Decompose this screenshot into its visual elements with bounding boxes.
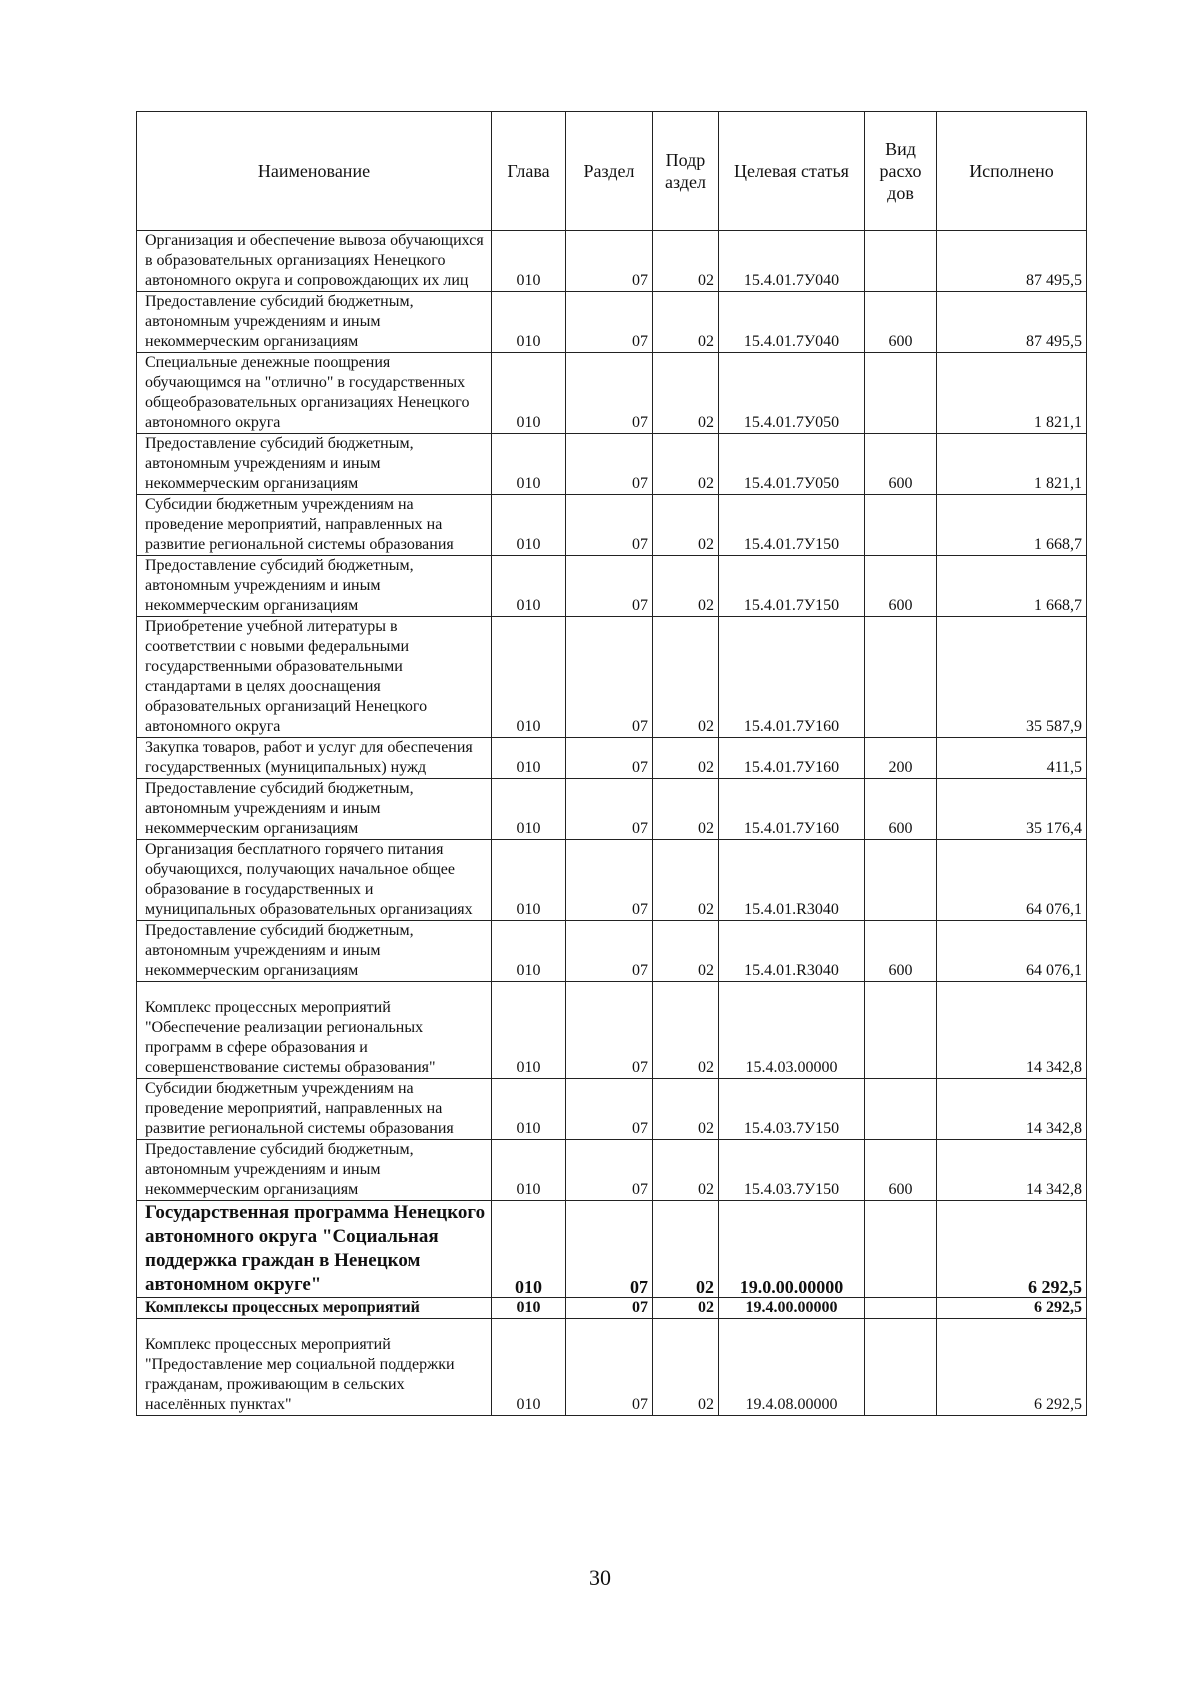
table-row	[137, 617, 1087, 738]
cell-section: 07	[566, 840, 653, 921]
cell-expense-type	[865, 982, 937, 1079]
cell-executed: 14 342,8	[937, 982, 1087, 1079]
cell-executed: 14 342,8	[937, 1140, 1087, 1201]
cell-name: Комплекс процессных мероприятий "Предоставление мер социальной поддержки гражданам, проживающим в сельских населённых пунктах"	[137, 1319, 492, 1416]
header-executed: Исполнено	[937, 112, 1087, 231]
cell-target: 15.4.03.7У150	[719, 1079, 865, 1140]
cell-expense-type: 600	[865, 556, 937, 617]
table-row	[137, 840, 1087, 921]
header-chapter: Глава	[492, 112, 566, 231]
cell-expense-type	[865, 1319, 937, 1416]
table-body	[137, 231, 1087, 1416]
cell-chapter: 010	[492, 292, 566, 353]
cell-target: 15.4.01.R3040	[719, 840, 865, 921]
cell-executed: 1 821,1	[937, 434, 1087, 495]
header-row	[137, 112, 1087, 231]
cell-expense-type	[865, 840, 937, 921]
cell-name: Комплекс процессных мероприятий "Обеспечение реализации региональных программ в сфере образования и совершенствование системы образования"	[137, 982, 492, 1079]
cell-subsection: 02	[653, 1079, 719, 1140]
cell-expense-type: 600	[865, 434, 937, 495]
cell-target: 15.4.01.7У050	[719, 434, 865, 495]
cell-expense-type: 600	[865, 779, 937, 840]
cell-target: 15.4.01.7У150	[719, 556, 865, 617]
cell-executed: 6 292,5	[937, 1298, 1087, 1319]
table-row	[137, 495, 1087, 556]
cell-subsection: 02	[653, 434, 719, 495]
cell-chapter: 010	[492, 840, 566, 921]
cell-expense-type	[865, 353, 937, 434]
table-row	[137, 556, 1087, 617]
cell-name: Предоставление субсидий бюджетным, автономным учреждениям и иным некоммерческим организациям	[137, 779, 492, 840]
cell-section: 07	[566, 353, 653, 434]
cell-expense-type	[865, 1079, 937, 1140]
cell-subsection: 02	[653, 353, 719, 434]
cell-executed: 87 495,5	[937, 231, 1087, 292]
cell-section: 07	[566, 434, 653, 495]
cell-subsection: 02	[653, 738, 719, 779]
cell-chapter: 010	[492, 495, 566, 556]
cell-executed: 35 176,4	[937, 779, 1087, 840]
cell-executed: 35 587,9	[937, 617, 1087, 738]
table-row	[137, 1079, 1087, 1140]
table-row	[137, 1201, 1087, 1298]
cell-expense-type	[865, 617, 937, 738]
cell-chapter: 010	[492, 1079, 566, 1140]
cell-expense-type: 600	[865, 292, 937, 353]
header-name: Наименование	[137, 112, 492, 231]
cell-executed: 6 292,5	[937, 1319, 1087, 1416]
cell-target: 15.4.01.7У150	[719, 495, 865, 556]
cell-subsection: 02	[653, 495, 719, 556]
cell-executed: 1 668,7	[937, 556, 1087, 617]
cell-chapter: 010	[492, 921, 566, 982]
cell-chapter: 010	[492, 738, 566, 779]
table-header	[137, 112, 1087, 231]
cell-expense-type	[865, 1298, 937, 1319]
cell-name: Организация бесплатного горячего питания обучающихся, получающих начальное общее образование в государственных и муниципальных образовательных организациях	[137, 840, 492, 921]
cell-executed: 6 292,5	[937, 1201, 1087, 1298]
cell-chapter: 010	[492, 434, 566, 495]
cell-subsection: 02	[653, 1298, 719, 1319]
cell-expense-type: 200	[865, 738, 937, 779]
cell-name: Предоставление субсидий бюджетным, автономным учреждениям и иным некоммерческим организациям	[137, 556, 492, 617]
cell-executed: 87 495,5	[937, 292, 1087, 353]
table-row	[137, 738, 1087, 779]
header-subsection: Подр аздел	[653, 112, 719, 231]
cell-chapter: 010	[492, 982, 566, 1079]
cell-subsection: 02	[653, 231, 719, 292]
table-row	[137, 1298, 1087, 1319]
cell-subsection: 02	[653, 1140, 719, 1201]
cell-chapter: 010	[492, 779, 566, 840]
table-row	[137, 353, 1087, 434]
cell-section: 07	[566, 231, 653, 292]
cell-chapter: 010	[492, 1140, 566, 1201]
cell-subsection: 02	[653, 1319, 719, 1416]
cell-executed: 64 076,1	[937, 921, 1087, 982]
cell-name: Организация и обеспечение вывоза обучающихся в образовательных организациях Ненецкого автономного округа и сопровождающих их лиц	[137, 231, 492, 292]
budget-table	[136, 111, 1087, 1416]
cell-executed: 14 342,8	[937, 1079, 1087, 1140]
cell-executed: 64 076,1	[937, 840, 1087, 921]
cell-target: 15.4.01.7У160	[719, 779, 865, 840]
table-row	[137, 982, 1087, 1079]
cell-target: 15.4.01.7У040	[719, 292, 865, 353]
table-row	[137, 434, 1087, 495]
cell-subsection: 02	[653, 982, 719, 1079]
cell-chapter: 010	[492, 1319, 566, 1416]
cell-section: 07	[566, 617, 653, 738]
cell-section: 07	[566, 738, 653, 779]
cell-section: 07	[566, 1140, 653, 1201]
header-target: Целевая статья	[719, 112, 865, 231]
cell-executed: 411,5	[937, 738, 1087, 779]
cell-subsection: 02	[653, 1201, 719, 1298]
table-row	[137, 921, 1087, 982]
cell-chapter: 010	[492, 1298, 566, 1319]
cell-name: Субсидии бюджетным учреждениям на проведение мероприятий, направленных на развитие региональной системы образования	[137, 495, 492, 556]
cell-expense-type	[865, 231, 937, 292]
cell-name: Специальные денежные поощрения обучающимся на "отлично" в государственных общеобразовательных организациях Ненецкого автономного округа	[137, 353, 492, 434]
cell-target: 15.4.01.7У160	[719, 617, 865, 738]
cell-section: 07	[566, 779, 653, 840]
cell-target: 15.4.01.7У050	[719, 353, 865, 434]
cell-name: Субсидии бюджетным учреждениям на проведение мероприятий, направленных на развитие региональной системы образования	[137, 1079, 492, 1140]
cell-name: Предоставление субсидий бюджетным, автономным учреждениям и иным некоммерческим организациям	[137, 292, 492, 353]
cell-name: Предоставление субсидий бюджетным, автономным учреждениям и иным некоммерческим организациям	[137, 921, 492, 982]
cell-section: 07	[566, 1079, 653, 1140]
table-row	[137, 1140, 1087, 1201]
cell-name: Закупка товаров, работ и услуг для обеспечения государственных (муниципальных) нужд	[137, 738, 492, 779]
header-section: Раздел	[566, 112, 653, 231]
cell-target: 15.4.01.R3040	[719, 921, 865, 982]
cell-section: 07	[566, 1319, 653, 1416]
cell-name: Комплексы процессных мероприятий	[137, 1298, 492, 1319]
cell-name: Государственная программа Ненецкого автономного округа "Социальная поддержка граждан в Ненецком автономном округе"	[137, 1201, 492, 1298]
table-row	[137, 779, 1087, 840]
cell-expense-type: 600	[865, 1140, 937, 1201]
cell-subsection: 02	[653, 779, 719, 840]
cell-subsection: 02	[653, 617, 719, 738]
cell-expense-type	[865, 1201, 937, 1298]
cell-executed: 1 668,7	[937, 495, 1087, 556]
cell-target: 15.4.01.7У040	[719, 231, 865, 292]
header-expense-type: Вид расхо дов	[865, 112, 937, 231]
cell-subsection: 02	[653, 921, 719, 982]
cell-section: 07	[566, 1201, 653, 1298]
cell-chapter: 010	[492, 556, 566, 617]
cell-target: 15.4.03.7У150	[719, 1140, 865, 1201]
cell-section: 07	[566, 292, 653, 353]
table-row	[137, 1319, 1087, 1416]
table-row	[137, 231, 1087, 292]
cell-chapter: 010	[492, 353, 566, 434]
cell-subsection: 02	[653, 292, 719, 353]
page-number: 30	[589, 1565, 611, 1590]
cell-chapter: 010	[492, 617, 566, 738]
cell-executed: 1 821,1	[937, 353, 1087, 434]
cell-chapter: 010	[492, 231, 566, 292]
cell-target: 15.4.03.00000	[719, 982, 865, 1079]
cell-target: 19.4.00.00000	[719, 1298, 865, 1319]
cell-section: 07	[566, 1298, 653, 1319]
cell-target: 19.0.00.00000	[719, 1201, 865, 1298]
cell-section: 07	[566, 921, 653, 982]
cell-subsection: 02	[653, 840, 719, 921]
cell-target: 15.4.01.7У160	[719, 738, 865, 779]
cell-chapter: 010	[492, 1201, 566, 1298]
cell-section: 07	[566, 556, 653, 617]
cell-name: Предоставление субсидий бюджетным, автономным учреждениям и иным некоммерческим организациям	[137, 1140, 492, 1201]
cell-name: Приобретение учебной литературы в соответствии с новыми федеральными государственными образовательными стандартами в целях дооснащения образовательных организаций Ненецкого автономного округа	[137, 617, 492, 738]
table-row	[137, 292, 1087, 353]
cell-expense-type: 600	[865, 921, 937, 982]
cell-section: 07	[566, 495, 653, 556]
cell-target: 19.4.08.00000	[719, 1319, 865, 1416]
cell-expense-type	[865, 495, 937, 556]
cell-section: 07	[566, 982, 653, 1079]
cell-subsection: 02	[653, 556, 719, 617]
cell-name: Предоставление субсидий бюджетным, автономным учреждениям и иным некоммерческим организациям	[137, 434, 492, 495]
